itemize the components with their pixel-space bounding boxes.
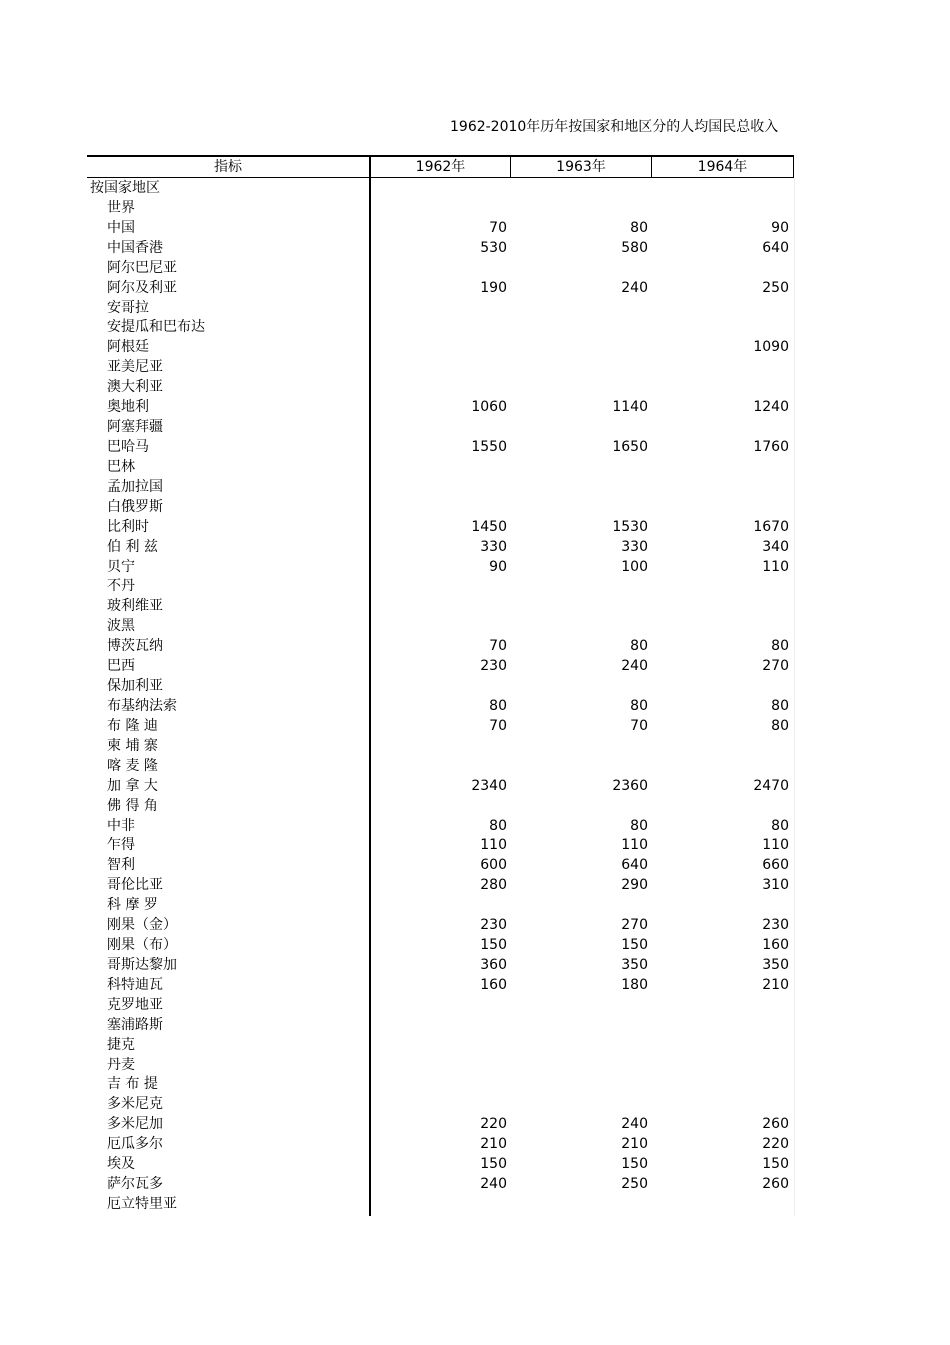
row-label: 白俄罗斯 bbox=[107, 498, 163, 515]
row-label: 多米尼克 bbox=[107, 1096, 163, 1113]
table-row bbox=[87, 855, 794, 875]
cell-1962: 2340 bbox=[471, 777, 507, 794]
table-row bbox=[87, 537, 794, 557]
table-row bbox=[87, 616, 794, 636]
cell-1964: 1090 bbox=[753, 339, 789, 356]
cell-1962: 530 bbox=[480, 239, 507, 256]
page-title: 1962-2010年历年按国家和地区分的人均国民总收入 bbox=[450, 119, 779, 135]
cell-1963: 150 bbox=[621, 1156, 648, 1173]
cell-1964: 1760 bbox=[753, 438, 789, 455]
table-row bbox=[87, 955, 794, 975]
cell-1963: 290 bbox=[621, 877, 648, 894]
header-indicator: 指标 bbox=[87, 157, 370, 177]
row-label: 澳大利亚 bbox=[107, 379, 163, 396]
cell-1963: 110 bbox=[621, 837, 648, 854]
row-label: 哥斯达黎加 bbox=[107, 956, 177, 973]
table-row bbox=[87, 238, 794, 258]
table-row bbox=[87, 736, 794, 756]
cell-1962: 280 bbox=[480, 877, 507, 894]
row-label: 厄瓜多尔 bbox=[107, 1136, 163, 1153]
cell-1962: 230 bbox=[480, 917, 507, 934]
row-label: 厄立特里亚 bbox=[107, 1196, 177, 1213]
row-label: 世界 bbox=[107, 199, 135, 216]
table-row bbox=[87, 1055, 794, 1075]
row-label: 巴哈马 bbox=[107, 438, 149, 455]
row-label: 科 摩 罗 bbox=[107, 897, 158, 914]
row-label: 吉 布 提 bbox=[107, 1076, 158, 1093]
row-label: 安哥拉 bbox=[107, 299, 149, 316]
row-label: 克罗地亚 bbox=[107, 996, 163, 1013]
cell-1964: 260 bbox=[762, 1176, 789, 1193]
column-edge bbox=[794, 178, 795, 1216]
row-label: 博茨瓦纳 bbox=[107, 638, 163, 655]
table-row bbox=[87, 477, 794, 497]
table-row bbox=[87, 377, 794, 397]
cell-1963: 100 bbox=[621, 558, 648, 575]
data-table bbox=[87, 155, 794, 1214]
table-row bbox=[87, 218, 794, 238]
row-label: 丹麦 bbox=[107, 1056, 135, 1073]
row-label: 波黑 bbox=[107, 618, 135, 635]
table-row bbox=[87, 636, 794, 656]
table-row bbox=[87, 357, 794, 377]
table-row bbox=[87, 716, 794, 736]
table-row bbox=[87, 596, 794, 616]
cell-1963: 580 bbox=[621, 239, 648, 256]
cell-1964: 80 bbox=[771, 817, 789, 834]
cell-1962: 210 bbox=[480, 1136, 507, 1153]
row-label: 贝宁 bbox=[107, 558, 135, 575]
row-label: 佛 得 角 bbox=[107, 797, 158, 814]
table-row bbox=[87, 995, 794, 1015]
cell-1964: 220 bbox=[762, 1136, 789, 1153]
cell-1962: 220 bbox=[480, 1116, 507, 1133]
row-label: 萨尔瓦多 bbox=[107, 1176, 163, 1193]
row-label: 智利 bbox=[107, 857, 135, 874]
cell-1963: 150 bbox=[621, 937, 648, 954]
table-row bbox=[87, 278, 794, 298]
row-label: 阿塞拜疆 bbox=[107, 419, 163, 436]
cell-1963: 250 bbox=[621, 1176, 648, 1193]
cell-1964: 150 bbox=[762, 1156, 789, 1173]
cell-1964: 2470 bbox=[753, 777, 789, 794]
cell-1964: 160 bbox=[762, 937, 789, 954]
cell-1962: 150 bbox=[480, 1156, 507, 1173]
table-row bbox=[87, 1035, 794, 1055]
cell-1963: 270 bbox=[621, 917, 648, 934]
table-row bbox=[87, 696, 794, 716]
cell-1964: 260 bbox=[762, 1116, 789, 1133]
table-row bbox=[87, 298, 794, 318]
row-label: 加 拿 大 bbox=[107, 777, 158, 794]
cell-1964: 1670 bbox=[753, 518, 789, 535]
row-label: 刚果（金） bbox=[107, 917, 177, 934]
row-label: 埃及 bbox=[107, 1156, 135, 1173]
cell-1962: 90 bbox=[489, 558, 507, 575]
cell-1962: 70 bbox=[489, 219, 507, 236]
cell-1964: 210 bbox=[762, 976, 789, 993]
cell-1962: 1450 bbox=[471, 518, 507, 535]
cell-1964: 90 bbox=[771, 219, 789, 236]
row-label: 布 隆 迪 bbox=[107, 717, 158, 734]
row-label: 奥地利 bbox=[107, 399, 149, 416]
cell-1963: 240 bbox=[621, 658, 648, 675]
row-label: 中国香港 bbox=[107, 239, 163, 256]
row-label: 亚美尼亚 bbox=[107, 359, 163, 376]
cell-1963: 2360 bbox=[612, 777, 648, 794]
table-row bbox=[87, 178, 794, 198]
row-label: 伯 利 兹 bbox=[107, 538, 158, 555]
table-row bbox=[87, 935, 794, 955]
cell-1964: 250 bbox=[762, 279, 789, 296]
cell-1962: 1060 bbox=[471, 399, 507, 416]
table-row bbox=[87, 1194, 794, 1214]
cell-1963: 350 bbox=[621, 956, 648, 973]
cell-1962: 110 bbox=[480, 837, 507, 854]
cell-1964: 80 bbox=[771, 717, 789, 734]
row-label: 孟加拉国 bbox=[107, 478, 163, 495]
row-label: 不丹 bbox=[107, 578, 135, 595]
cell-1962: 600 bbox=[480, 857, 507, 874]
row-label: 喀 麦 隆 bbox=[107, 757, 158, 774]
table-row bbox=[87, 437, 794, 457]
row-label: 阿尔及利亚 bbox=[107, 279, 177, 296]
row-label: 中非 bbox=[107, 817, 135, 834]
cell-1963: 1530 bbox=[612, 518, 648, 535]
cell-1962: 360 bbox=[480, 956, 507, 973]
cell-1963: 1140 bbox=[612, 399, 648, 416]
row-label: 乍得 bbox=[107, 837, 135, 854]
table-row bbox=[87, 576, 794, 596]
table-row bbox=[87, 756, 794, 776]
cell-1963: 240 bbox=[621, 1116, 648, 1133]
cell-1962: 70 bbox=[489, 717, 507, 734]
header-1964: 1964年 bbox=[652, 157, 794, 177]
cell-1963: 640 bbox=[621, 857, 648, 874]
cell-1962: 1550 bbox=[471, 438, 507, 455]
cell-1964: 270 bbox=[762, 658, 789, 675]
cell-1963: 240 bbox=[621, 279, 648, 296]
row-label: 多米尼加 bbox=[107, 1116, 163, 1133]
table-row bbox=[87, 497, 794, 517]
table-row bbox=[87, 258, 794, 278]
cell-1962: 230 bbox=[480, 658, 507, 675]
cell-1964: 230 bbox=[762, 917, 789, 934]
cell-1963: 70 bbox=[630, 717, 648, 734]
row-label: 巴林 bbox=[107, 458, 135, 475]
cell-1964: 80 bbox=[771, 697, 789, 714]
row-label: 刚果（布） bbox=[107, 937, 177, 954]
cell-1964: 110 bbox=[762, 558, 789, 575]
cell-1962: 80 bbox=[489, 817, 507, 834]
row-label: 科特迪瓦 bbox=[107, 976, 163, 993]
cell-1962: 190 bbox=[480, 279, 507, 296]
table-body bbox=[87, 178, 794, 1214]
table-row bbox=[87, 198, 794, 218]
cell-1964: 640 bbox=[762, 239, 789, 256]
row-label: 按国家地区 bbox=[90, 180, 160, 196]
row-label: 中国 bbox=[107, 219, 135, 236]
table-row bbox=[87, 835, 794, 855]
cell-1964: 80 bbox=[771, 638, 789, 655]
cell-1962: 160 bbox=[480, 976, 507, 993]
cell-1964: 350 bbox=[762, 956, 789, 973]
table-row bbox=[87, 557, 794, 577]
table-row bbox=[87, 517, 794, 537]
table-row bbox=[87, 337, 794, 357]
cell-1963: 180 bbox=[621, 976, 648, 993]
cell-1963: 80 bbox=[630, 817, 648, 834]
table-row bbox=[87, 796, 794, 816]
table-row bbox=[87, 676, 794, 696]
row-label: 巴西 bbox=[107, 658, 135, 675]
row-label: 安提瓜和巴布达 bbox=[107, 319, 205, 336]
cell-1963: 330 bbox=[621, 538, 648, 555]
cell-1963: 210 bbox=[621, 1136, 648, 1153]
cell-1964: 1240 bbox=[753, 399, 789, 416]
row-label: 塞浦路斯 bbox=[107, 1016, 163, 1033]
row-label: 保加利亚 bbox=[107, 678, 163, 695]
table-row bbox=[87, 915, 794, 935]
header-1963: 1963年 bbox=[511, 157, 652, 177]
header-1962: 1962年 bbox=[370, 157, 511, 177]
table-row bbox=[87, 317, 794, 337]
table-row bbox=[87, 816, 794, 836]
row-label: 哥伦比亚 bbox=[107, 877, 163, 894]
cell-1962: 240 bbox=[480, 1176, 507, 1193]
cell-1963: 80 bbox=[630, 219, 648, 236]
table-row bbox=[87, 457, 794, 477]
table-row bbox=[87, 1015, 794, 1035]
table-row bbox=[87, 1174, 794, 1194]
table-row bbox=[87, 776, 794, 796]
cell-1963: 80 bbox=[630, 638, 648, 655]
table-row bbox=[87, 1074, 794, 1094]
cell-1963: 80 bbox=[630, 697, 648, 714]
table-header bbox=[87, 155, 794, 178]
cell-1963: 1650 bbox=[612, 438, 648, 455]
table-row bbox=[87, 875, 794, 895]
table-row bbox=[87, 1114, 794, 1134]
cell-1962: 80 bbox=[489, 697, 507, 714]
row-label: 阿根廷 bbox=[107, 339, 149, 356]
row-label: 柬 埔 寨 bbox=[107, 737, 158, 754]
table-row bbox=[87, 1094, 794, 1114]
table-row bbox=[87, 656, 794, 676]
cell-1964: 110 bbox=[762, 837, 789, 854]
cell-1962: 150 bbox=[480, 937, 507, 954]
row-label: 阿尔巴尼亚 bbox=[107, 259, 177, 276]
table-row bbox=[87, 975, 794, 995]
table-row bbox=[87, 895, 794, 915]
cell-1962: 70 bbox=[489, 638, 507, 655]
row-label: 比利时 bbox=[107, 518, 149, 535]
cell-1962: 330 bbox=[480, 538, 507, 555]
table-row bbox=[87, 1134, 794, 1154]
cell-1964: 340 bbox=[762, 538, 789, 555]
row-label: 捷克 bbox=[107, 1036, 135, 1053]
row-label: 玻利维亚 bbox=[107, 598, 163, 615]
cell-1964: 660 bbox=[762, 857, 789, 874]
table-row bbox=[87, 1154, 794, 1174]
cell-1964: 310 bbox=[762, 877, 789, 894]
row-label: 布基纳法索 bbox=[107, 697, 177, 714]
table-row bbox=[87, 417, 794, 437]
table-row bbox=[87, 397, 794, 417]
